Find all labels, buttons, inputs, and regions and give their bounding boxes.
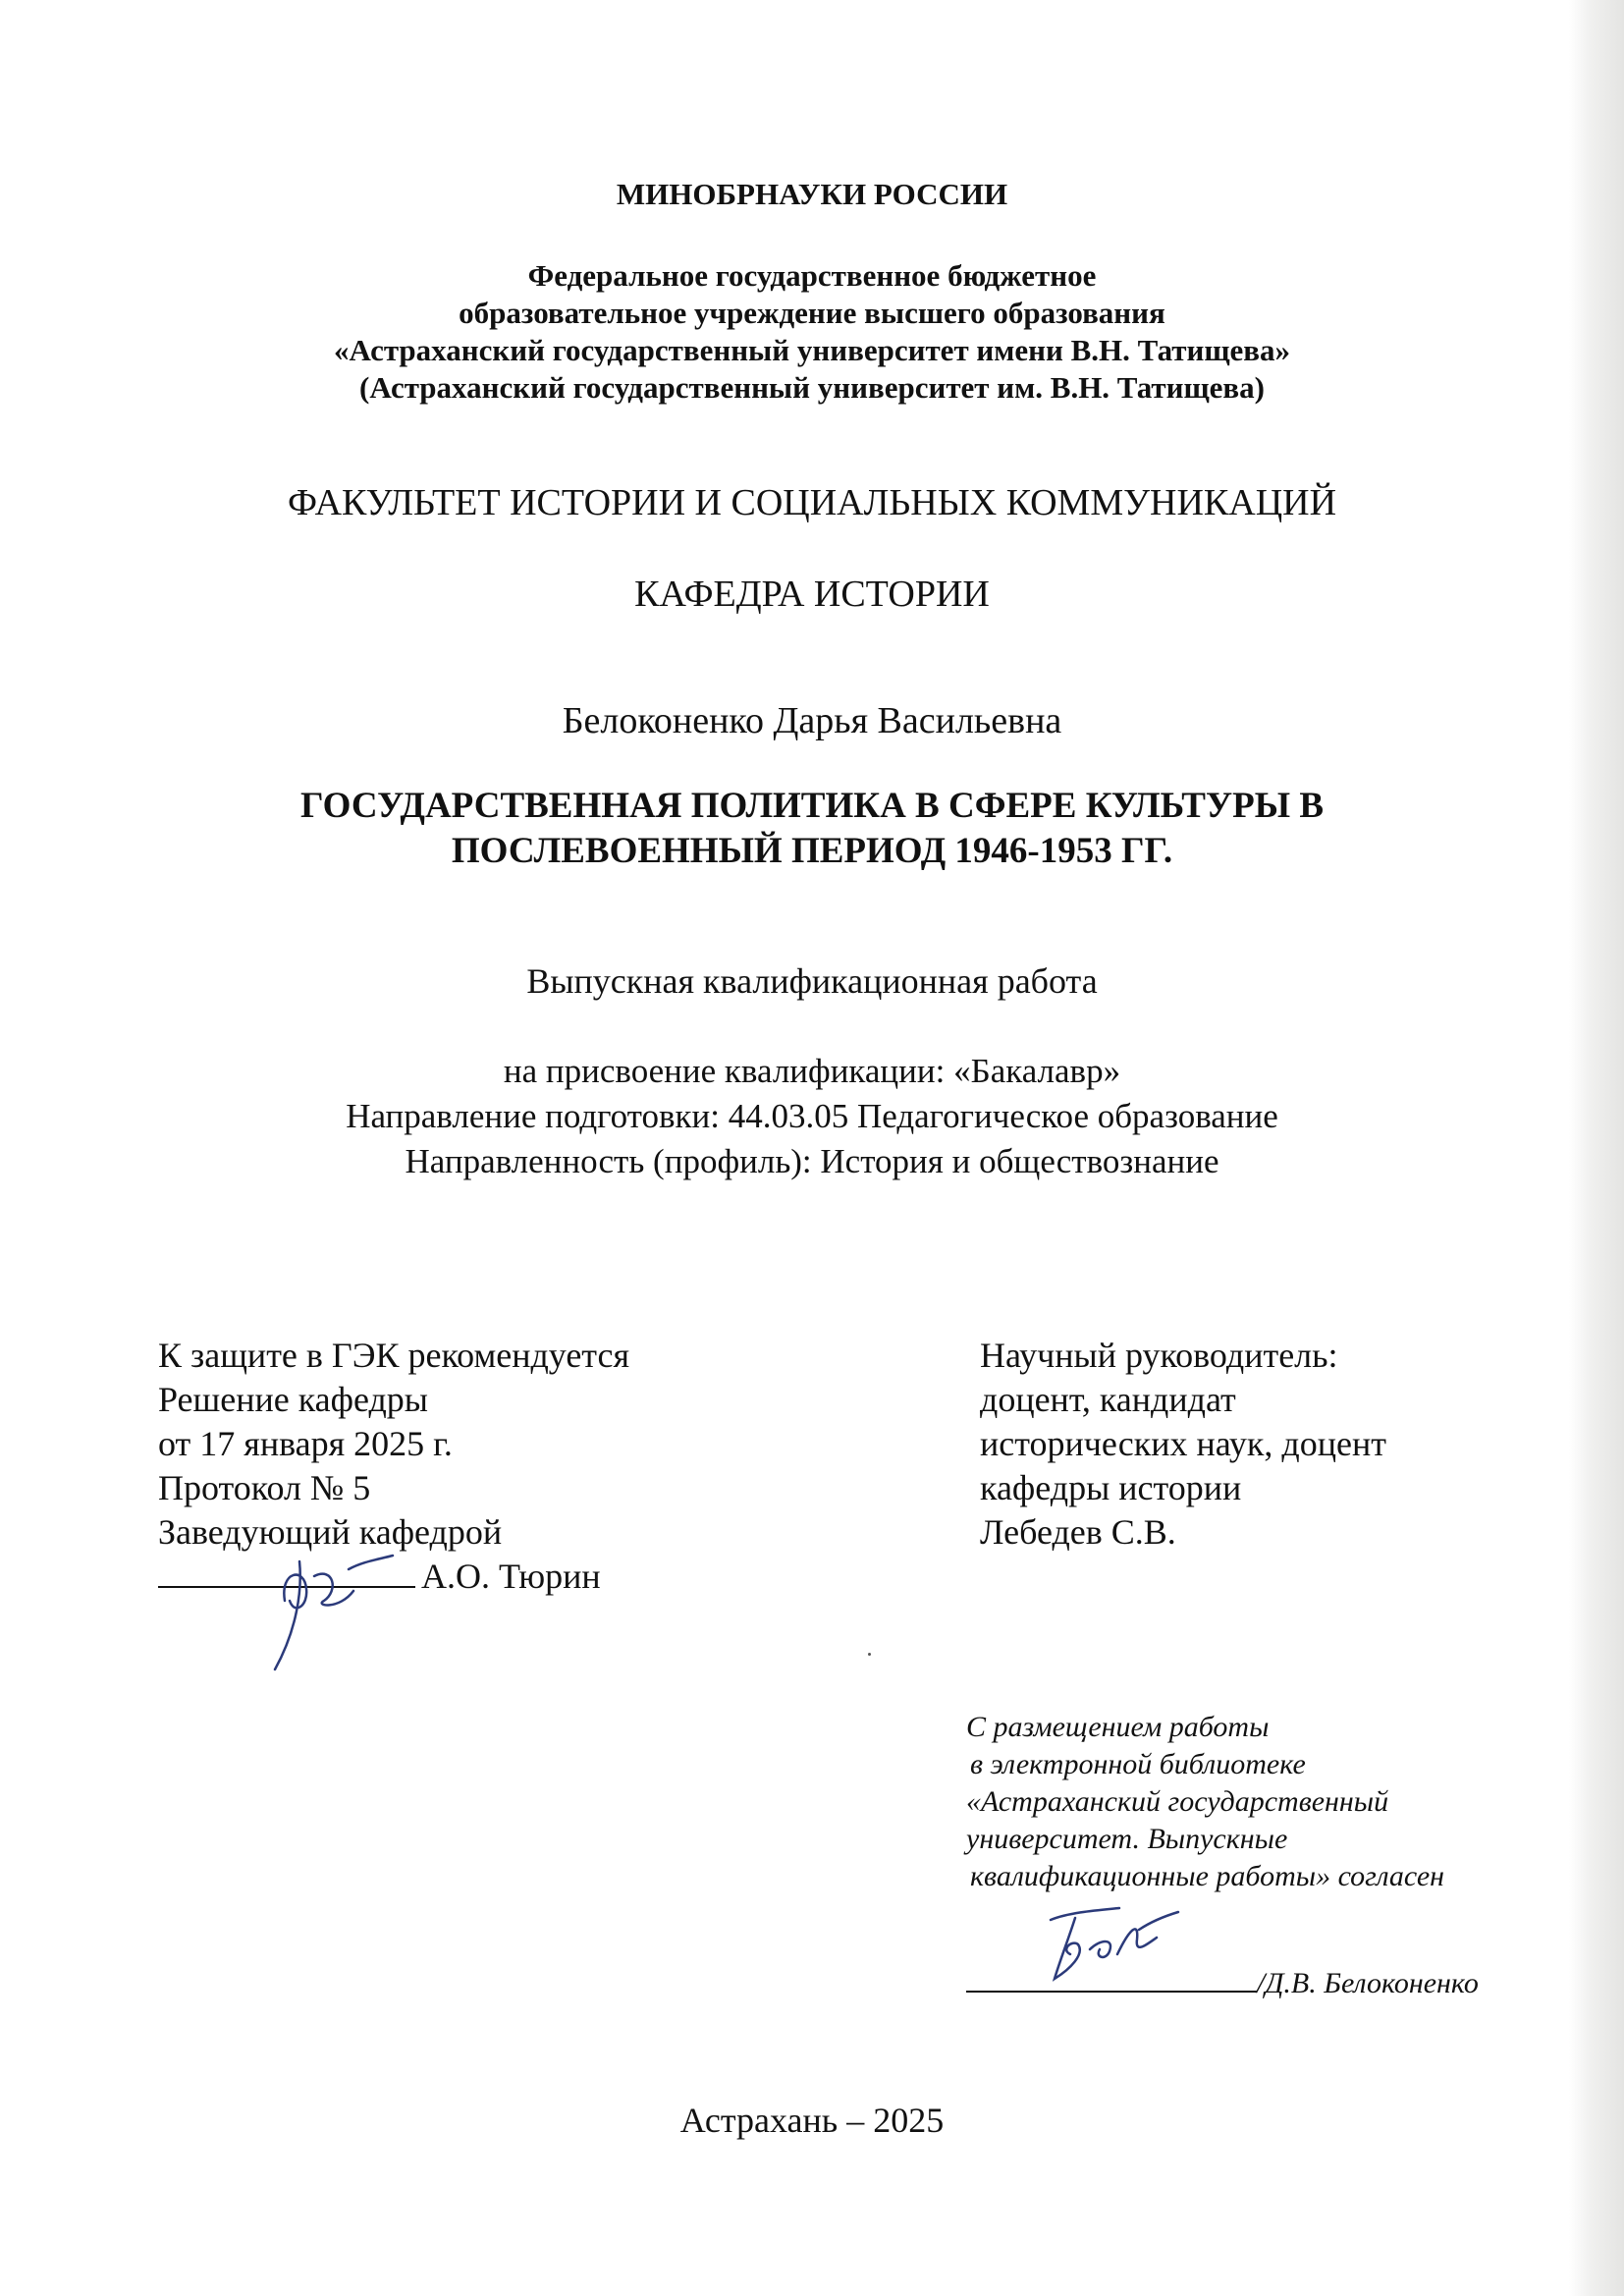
supervisor-line: Научный руководитель: xyxy=(980,1336,1338,1375)
supervisor-line: Лебедев С.В. xyxy=(980,1512,1176,1552)
faculty-heading: ФАКУЛЬТЕТ ИСТОРИИ И СОЦИАЛЬНЫХ КОММУНИКАЦИЙ xyxy=(287,482,1337,523)
organization-line: (Астраханский государственный университет им. В.Н. Татищева) xyxy=(359,370,1265,405)
defense-line: от 17 января 2025 г. xyxy=(158,1424,453,1463)
consent-line: «Астраханский государственный xyxy=(966,1785,1389,1818)
city-year: Астрахань – 2025 xyxy=(679,2101,945,2140)
author-name: Белоконенко Дарья Васильевна xyxy=(562,700,1062,741)
qualification-line: на присвоение квалификации: «Бакалавр» xyxy=(503,1052,1121,1090)
library-consent-block xyxy=(966,1709,1444,1895)
defense-line: Заведующий кафедрой xyxy=(158,1512,503,1552)
defense-line: Протокол № 5 xyxy=(158,1468,371,1507)
department-heading: КАФЕДРА ИСТОРИИ xyxy=(634,574,990,615)
supervisor-block xyxy=(980,1334,1386,1555)
organization-line: образовательное учреждение высшего образования xyxy=(459,296,1165,330)
scan-speck xyxy=(868,1653,871,1656)
qualification-block xyxy=(0,1049,1624,1184)
qualification-line: Направление подготовки: 44.03.05 Педагогическое образование xyxy=(346,1097,1278,1135)
thesis-title-line: ПОСЛЕВОЕННЫЙ ПЕРИОД 1946-1953 ГГ. xyxy=(451,831,1173,871)
consent-line: С размещением работы xyxy=(966,1711,1270,1743)
consent-line: квалификационные работы» согласен xyxy=(970,1860,1445,1892)
ministry-heading: МИНОБРНАУКИ РОССИИ xyxy=(616,177,1008,211)
consent-line: в электронной библиотеке xyxy=(970,1748,1306,1780)
organization-line: «Астраханский государственный университет имени В.Н. Татищева» xyxy=(333,333,1291,367)
defense-line: Решение кафедры xyxy=(158,1380,428,1419)
thesis-title-line: ГОСУДАРСТВЕННАЯ ПОЛИТИКА В СФЕРЕ КУЛЬТУРЫ В xyxy=(300,786,1324,826)
head-signatory: А.О. Тюрин xyxy=(421,1557,601,1596)
organization-line: Федеральное государственное бюджетное xyxy=(527,258,1097,293)
supervisor-line: исторических наук, доцент xyxy=(980,1424,1386,1463)
consent-line: университет. Выпускные xyxy=(966,1823,1288,1855)
work-type: Выпускная квалификационная работа xyxy=(526,961,1098,1001)
organization-block xyxy=(0,257,1624,407)
supervisor-line: доцент, кандидат xyxy=(980,1380,1236,1419)
qualification-line: Направленность (профиль): История и обществознание xyxy=(405,1142,1219,1180)
thesis-title xyxy=(0,784,1624,874)
supervisor-line: кафедры истории xyxy=(980,1468,1242,1507)
head-signature-image xyxy=(245,1532,412,1679)
defense-line: К защите в ГЭК рекомендуется xyxy=(158,1336,630,1375)
author-signature-image xyxy=(1031,1900,1188,1989)
author-signatory: /Д.В. Белоконенко xyxy=(1257,1967,1479,1999)
